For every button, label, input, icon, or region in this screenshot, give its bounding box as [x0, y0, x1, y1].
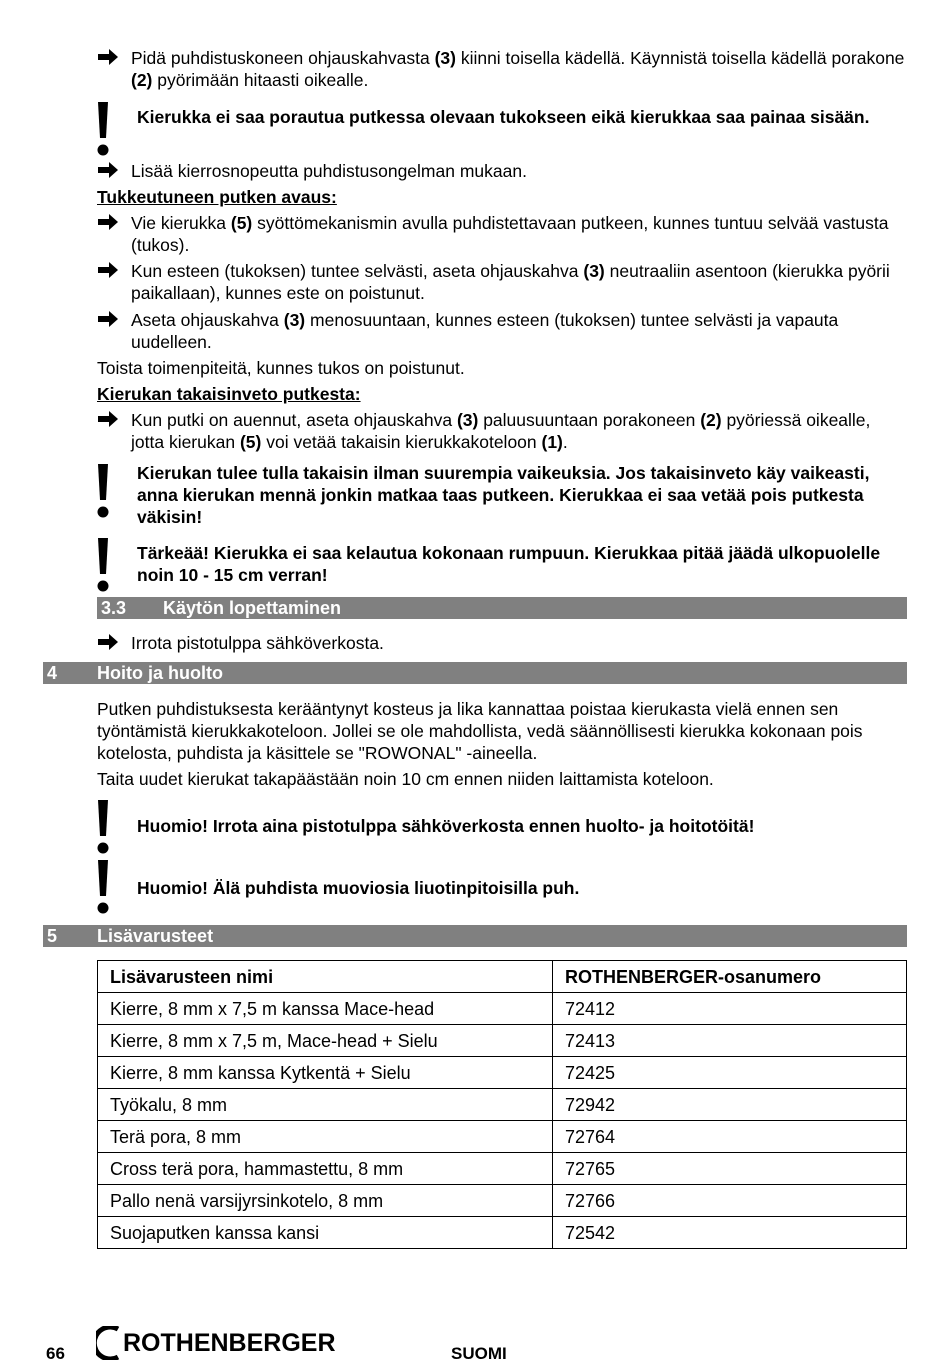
exclamation-icon — [97, 102, 109, 158]
part-number: 72764 — [553, 1121, 907, 1153]
warning-text: Kierukka ei saa porautua putkessa olevaan tukokseen eikä kierukkaa saa painaa sisään. — [137, 107, 870, 127]
instruction-text: Irrota pistotulppa sähköverkosta. — [131, 633, 384, 653]
accessory-name: Cross terä pora, hammastettu, 8 mm — [98, 1153, 553, 1185]
table-row — [98, 1121, 907, 1153]
language-label: SUOMI — [451, 1344, 507, 1363]
instruction-text: Vie kierukka (5) syöttömekanismin avulla puhdistettavaan putkeen, kunnes tuntuu selvää vastusta (tukos). — [131, 213, 889, 255]
accessory-name: Terä pora, 8 mm — [98, 1121, 553, 1153]
arrow-bullet-icon — [97, 409, 123, 429]
instruction-item — [97, 260, 907, 304]
paragraph: Toista toimenpiteitä, kunnes tukos on poistunut. — [97, 358, 465, 378]
arrow-bullet-icon — [97, 309, 123, 329]
part-number: 72425 — [553, 1057, 907, 1089]
rothenberger-logo — [96, 1326, 356, 1360]
exclamation-icon — [97, 464, 109, 520]
instruction-item — [97, 409, 907, 453]
accessory-name: Pallo nenä varsijyrsinkotelo, 8 mm — [98, 1185, 553, 1217]
part-number: 72542 — [553, 1217, 907, 1249]
warning-text: Kierukan tulee tulla takaisin ilman suurempia vaikeuksia. Jos takaisinveto käy vaikeasti, anna kierukan mennä jonkin matkaa taas putkeen. Kierukkaa ei saa vetää pois putkesta väkisin! — [137, 463, 870, 527]
logo-wordmark: ROTHENBERGER — [123, 1329, 336, 1357]
warning-note — [97, 800, 907, 856]
arrow-bullet-icon — [97, 212, 123, 232]
warning-text: Huomio! Älä puhdista muoviosia liuotinpitoisilla puh. — [137, 878, 580, 898]
column-header: ROTHENBERGER-osanumero — [553, 961, 907, 993]
part-number: 72413 — [553, 1025, 907, 1057]
subheading: Kierukan takaisinveto putkesta: — [97, 384, 361, 404]
warning-note — [97, 102, 907, 158]
part-number: 72765 — [553, 1153, 907, 1185]
warning-text: Tärkeää! Kierukka ei saa kelautua kokonaan rumpuun. Kierukkaa pitää jäädä ulkopuolelle noin 10 - 15 cm verran! — [137, 543, 881, 585]
accessory-name: Kierre, 8 mm kanssa Kytkentä + Sielu — [98, 1057, 553, 1089]
section-heading-bar — [43, 662, 907, 684]
subheading: Tukkeutuneen putken avaus: — [97, 187, 337, 207]
instruction-text: Kun putki on auennut, aseta ohjauskahva (3) paluusuuntaan porakoneen (2) pyöriessä oikealle, jotta kierukan (5) voi vetää takaisin kierukkakoteloon (1). — [131, 410, 871, 452]
instruction-item — [97, 632, 907, 654]
instruction-item — [97, 47, 907, 91]
paragraph: Taita uudet kierukat takapäästään noin 10 cm ennen niiden laittamista koteloon. — [97, 769, 714, 789]
table-row — [98, 993, 907, 1025]
exclamation-icon — [97, 538, 109, 594]
instruction-item — [97, 212, 907, 256]
instruction-text: Aseta ohjauskahva (3) menosuuntaan, kunnes esteen (tukoksen) tuntee selvästi ja vapauta uudelleen. — [131, 310, 839, 352]
section-heading-bar — [97, 597, 907, 619]
warning-text: Huomio! Irrota aina pistotulppa sähköverkosta ennen huolto- ja hoitotöitä! — [137, 816, 755, 836]
arrow-bullet-icon — [97, 260, 123, 280]
part-number: 72766 — [553, 1185, 907, 1217]
table-row — [98, 1217, 907, 1249]
exclamation-icon — [97, 800, 109, 856]
warning-note — [97, 538, 907, 594]
arrow-bullet-icon — [97, 160, 123, 180]
warning-note — [97, 462, 907, 527]
paragraph: Putken puhdistuksesta kerääntynyt kosteus ja lika kannattaa poistaa kierukasta vielä ennen sen työntämistä kierukkakoteloon. Jollei se ole mahdollista, vedä säännöllisesti kierukka kokonaan pois kotelosta, puhdista ja käsittele se "ROWONAL" -aineella. — [97, 699, 863, 763]
instruction-item — [97, 160, 907, 182]
table-row — [98, 1025, 907, 1057]
section-number: 5 — [47, 926, 58, 946]
accessories-table — [97, 960, 907, 1249]
page-number: 66 — [46, 1344, 65, 1363]
column-header: Lisävarusteen nimi — [98, 961, 553, 993]
table-row — [98, 1089, 907, 1121]
table-row — [98, 1153, 907, 1185]
exclamation-icon — [97, 860, 109, 916]
arrow-bullet-icon — [97, 47, 123, 67]
instruction-item — [97, 309, 907, 353]
instruction-text: Lisää kierrosnopeutta puhdistusongelman mukaan. — [131, 161, 527, 181]
table-row — [98, 1057, 907, 1089]
instruction-text: Kun esteen (tukoksen) tuntee selvästi, aseta ohjauskahva (3) neutraaliin asentoon (kierukka pyörii paikallaan), kunnes este on poistunut. — [131, 261, 890, 303]
section-number: 3.3 — [101, 598, 127, 618]
instruction-text: Pidä puhdistuskoneen ohjauskahvasta (3) kiinni toisella kädellä. Käynnistä toisella kädellä porakone (2) pyörimään hitaasti oikealle. — [131, 48, 905, 90]
section-title: Lisävarusteet — [97, 926, 214, 946]
table-header-row — [98, 961, 907, 993]
arrow-bullet-icon — [97, 632, 123, 652]
accessory-name: Kierre, 8 mm x 7,5 m, Mace-head + Sielu — [98, 1025, 553, 1057]
section-heading-bar — [43, 925, 907, 947]
section-title: Käytön lopettaminen — [163, 598, 342, 618]
table-row — [98, 1185, 907, 1217]
section-title: Hoito ja huolto — [97, 663, 223, 683]
section-number: 4 — [47, 663, 58, 683]
part-number: 72942 — [553, 1089, 907, 1121]
warning-note — [97, 860, 907, 916]
accessory-name: Työkalu, 8 mm — [98, 1089, 553, 1121]
accessory-name: Suojaputken kanssa kansi — [98, 1217, 553, 1249]
accessory-name: Kierre, 8 mm x 7,5 m kanssa Mace-head — [98, 993, 553, 1025]
part-number: 72412 — [553, 993, 907, 1025]
